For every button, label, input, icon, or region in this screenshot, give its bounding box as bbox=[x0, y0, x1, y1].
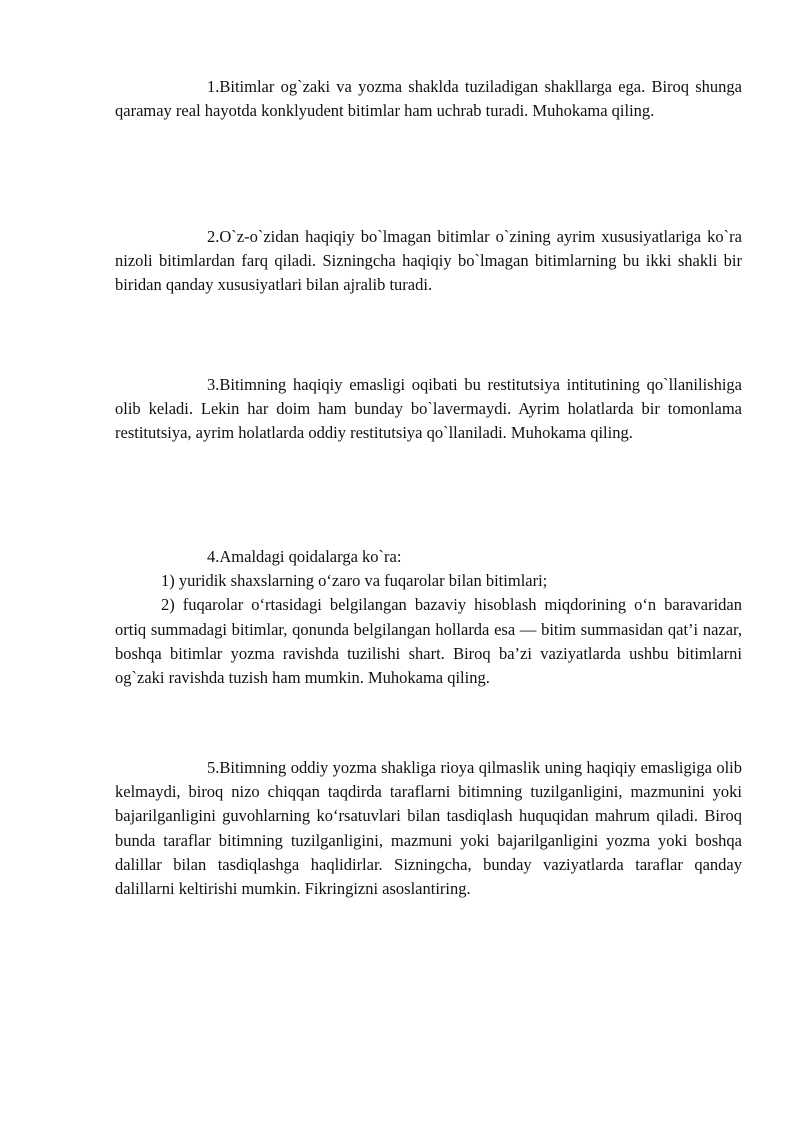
question-1 bbox=[115, 75, 742, 123]
question-text: O`z-o`zidan haqiqiy bo`lmagan bitimlar o`zining ayrim xususiyatlariga ko`ra nizoli bitimlardan farq qiladi. Sizningcha haqiqiy bo`lmagan bitimlarning bu ikki shakli bir biridan qanday xususiyatlari bilan ajralib turadi. bbox=[115, 227, 742, 295]
question-number: 5. bbox=[207, 758, 220, 777]
question-text: Bitimning oddiy yozma shakliga rioya qilmaslik uning haqiqiy emasligiga olib kelmaydi, biroq nizo chiqqan taqdirda taraflarni bitimning tuzilganligini, mazmunini yoki bajarilganligini guvohlarning ko‘rsatuvlari bilan tasdiqlash huquqidan mahrum qiladi. Biroq bunda taraflar bitimning tuzilganligini, mazmuni yoki bajarilganligini yozma yoki boshqa dalillar bilan tasdiqlashga haqlidirlar. Sizningcha, bunday vaziyatlarda taraflar qanday dalillarni keltirishi mumkin. Fikringizni asoslantiring. bbox=[115, 758, 742, 899]
question-text: Amaldagi qoidalarga ko`ra: bbox=[219, 547, 402, 566]
question-4-intro bbox=[115, 545, 742, 569]
question-4 bbox=[115, 545, 742, 690]
question-number: 3. bbox=[207, 375, 220, 394]
question-number: 1. bbox=[207, 77, 220, 96]
question-number: 4. bbox=[207, 547, 220, 566]
question-4-item-2: 2) fuqarolar o‘rtasidagi belgilangan bazaviy hisoblash miqdorining o‘n baravaridan ortiq summadagi bitimlar, qonunda belgilangan hollarda esa — bitim summasidan qat’i nazar, boshqa bitimlar yozma ravishda tuzilishi shart. Biroq ba’zi vaziyatlarda ushbu bitimlarni og`zaki ravishda tuzish ham mumkin. Muhokama qiling. bbox=[115, 595, 742, 688]
question-number: 2. bbox=[207, 227, 220, 246]
question-text: Bitimning haqiqiy emasligi oqibati bu restitutsiya intitutining qo`llanilishiga olib keladi. Lekin har doim ham bunday bo`lavermaydi. Ayrim holatlarda bir tomonlama restitutsiya, ayrim holatlarda oddiy restitutsiya qo`llaniladi. Muhokama qiling. bbox=[115, 375, 742, 443]
question-2 bbox=[115, 225, 742, 298]
question-text: Bitimlar og`zaki va yozma shaklda tuziladigan shakllarga ega. Biroq shunga qaramay real hayotda konklyudent bitimlar ham uchrab turadi. Muhokama qiling. bbox=[115, 77, 742, 121]
question-5 bbox=[115, 756, 742, 901]
question-4-item-1: 1) yuridik shaxslarning o‘zaro va fuqarolar bilan bitimlari; bbox=[161, 571, 548, 591]
question-3 bbox=[115, 373, 742, 446]
